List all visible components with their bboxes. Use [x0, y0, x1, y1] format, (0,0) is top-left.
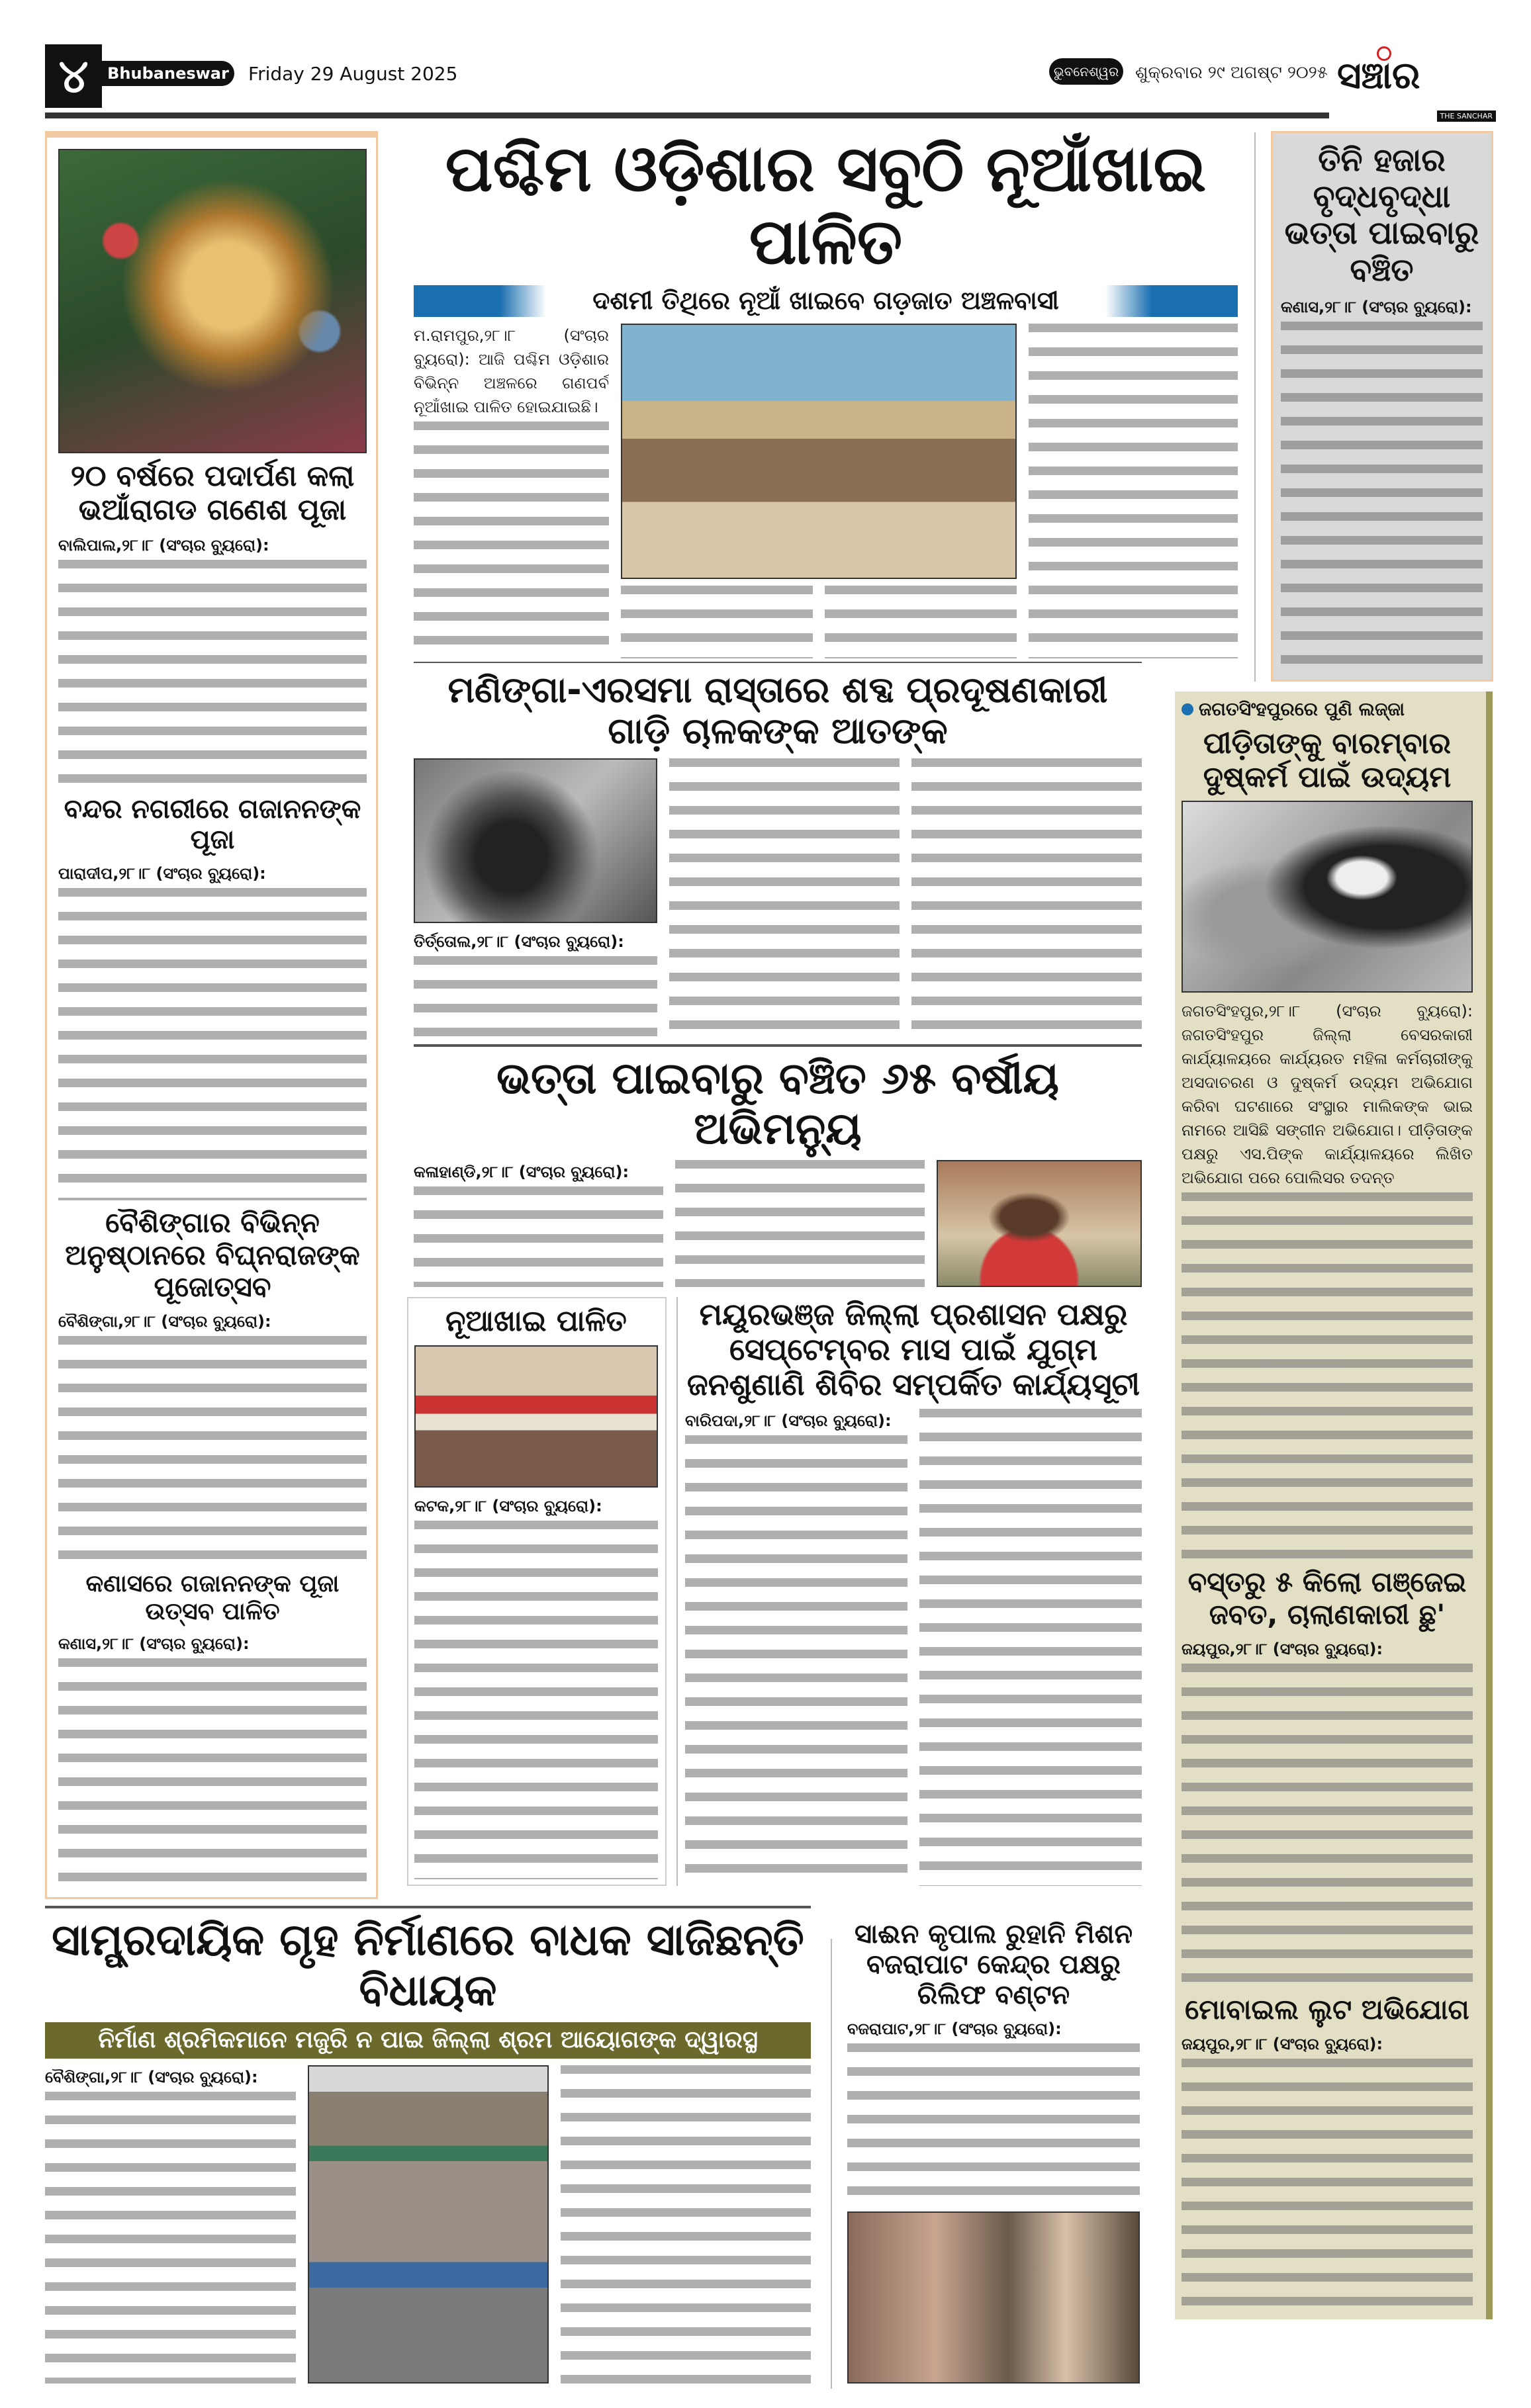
date-english: Friday 29 August 2025	[248, 63, 458, 85]
headline-three-thousand-elderly: ତିନି ହଜାର ବୃଦ୍ଧବୃଦ୍ଧା ଭତ୍ତା ପାଇବାରୁ ବଞ୍ଚିତ	[1284, 142, 1479, 289]
elderly-man-photo	[937, 1160, 1142, 1287]
lead-subheadline-bar	[414, 285, 1238, 317]
article-body	[911, 758, 1142, 1037]
date-odia: ଶୁକ୍ରବାର ୨୯ ଅଗଷ୍ଟ ୨୦୨୫	[1135, 63, 1328, 83]
article-body: କଟକ,୨୮।୮ (ସଂଚାର ବ୍ୟୁରୋ):	[414, 1494, 658, 1879]
text-lines	[414, 422, 609, 658]
article-body: କଣାସ,୨୮।୮ (ସଂଚାର ବ୍ୟୁରୋ):	[58, 1632, 367, 1886]
housing-body-row	[45, 2065, 811, 2384]
article-body: ବଜରାପାଟ,୨୮।୮ (ସଂଚାର ବ୍ୟୁରୋ):	[847, 2017, 1140, 2205]
section-rule	[414, 1044, 1142, 1047]
text-lines	[1029, 324, 1238, 658]
headline-nuakhai-palita: ନୂଆଖାଇ ପାଳିତ	[445, 1305, 627, 1338]
lead-photo-block	[621, 324, 1017, 658]
lead-body-col3	[825, 586, 1017, 658]
text-lines	[825, 586, 1017, 658]
headline-bandar-nagari: ବନ୍ଦର ନଗରୀରେ ଗଜାନନଙ୍କ ପୂଜା	[64, 794, 361, 856]
column-divider	[1254, 132, 1256, 682]
victim-illustration	[1182, 801, 1473, 993]
edition-city: Bhubaneswar	[107, 64, 229, 83]
lead-body-col2	[621, 586, 813, 658]
middle-stories	[414, 662, 1142, 1287]
logo-text: ସଞ୍ଚାର	[1337, 54, 1420, 97]
noise-body-row	[414, 758, 1142, 1037]
text-lines	[847, 2043, 1140, 2205]
article-body: ଜଗତସିଂହପୁର,୨୮।୮ (ସଂଚାର ବ୍ୟୁରୋ): ଜଗତସିଂହପୁର ଜିଲ୍ଲା ବେସରକାରୀ କାର୍ଯ୍ୟାଳୟରେ କାର୍ଯ୍ୟରତ ମହିଳା କର୍ମଚାରୀଙ୍କୁ ଅସଦାଚରଣ ଓ ଦୁଷ୍କର୍ମ ଉଦ୍ୟମ ଅଭିଯୋଗ କରିବା ଘଟଣାରେ ସଂସ୍ଥାର ମାଲିକଙ୍କ ଭାଇ ନାମରେ ଆସିଛି ସଙ୍ଗୀନ ଅଭିଯୋଗ। ପୀଡ଼ିତାଙ୍କ ପକ୍ଷରୁ ଏସ.ପିଙ୍କ କାର୍ଯ୍ୟାଳୟରେ ଲିଖିତ ଅଭିଯୋଗ ପରେ ପୋଲିସର ତଦନ୍ତ	[1182, 999, 1473, 1560]
headline-abhimanyu: ଭତ୍ତା ପାଇବାରୁ ବଞ୍ଚିତ ୬୫ ବର୍ଷୀୟ ଅଭିମନ୍ୟୁ	[496, 1052, 1059, 1154]
lead-story	[414, 132, 1238, 658]
edition-pill	[102, 61, 234, 86]
text-lines	[1182, 1192, 1473, 1560]
headline-jagatsinghpur: ପୀଡ଼ିତାଙ୍କୁ ବାରମ୍ବାର ଦୁଷ୍କର୍ମ ପାଇଁ ଉଦ୍ୟମ	[1203, 727, 1452, 794]
nuakhai-feast-photo	[621, 324, 1017, 579]
page-number-block	[45, 44, 102, 108]
text-lines	[58, 1658, 367, 1886]
text-lines	[45, 2092, 296, 2384]
text-lines	[58, 1336, 367, 1564]
article-body	[919, 1409, 1142, 1886]
page-number: ୪	[58, 48, 89, 103]
article-body: କଳାହାଣ୍ଡି,୨୮।୮ (ସଂଚାର ବ୍ୟୁରୋ):	[414, 1160, 663, 1287]
logo-subtitle: THE SANCHAR	[1437, 111, 1497, 122]
relief-story	[847, 1919, 1140, 2384]
text-lines	[414, 956, 657, 1038]
headline-ganja-seized: ବସ୍ତରୁ ୫ କିଲୋ ଗଞ୍ଜେଇ ଜବତ, ଚାଲାଣକାରୀ ଛୁ'	[1187, 1566, 1467, 1630]
lead-headline: ପଶ୍ଚିମ ଓଡ଼ିଶାର ସବୁଠି ନୂଆଁଖାଇ ପାଳିତ	[445, 132, 1207, 279]
right-column-stack	[1182, 698, 1473, 2313]
left-column-stack	[58, 149, 367, 1886]
header-rule	[45, 112, 1329, 118]
mayurbhanj-stack	[685, 1297, 1142, 1886]
article-body: କଣାସ,୨୮।୮ (ସଂଚାର ବ୍ୟୁରୋ):	[1281, 295, 1483, 672]
headline-mobile-loot: ମୋବାଇଲ ଲୁଟ ଅଭିଯୋଗ	[1185, 1993, 1469, 2026]
housing-story	[45, 1906, 811, 2384]
article-body	[675, 1160, 925, 1287]
article-body	[669, 758, 900, 1037]
headline-kanas: କଣାସରେ ଗଜାନନଙ୍କ ପୂଜା ଉତ୍ସବ ପାଳିତ	[85, 1570, 340, 1625]
housing-subheadline: ନିର୍ମାଣ ଶ୍ରମିକମାନେ ମଜୁରି ନ ପାଇ ଜିଲ୍ଲା ଶ୍ରମ ଆୟୋଗଙ୍କ ଦ୍ୱାରସ୍ଥ	[98, 2026, 758, 2054]
pension-box-stack	[1281, 142, 1483, 672]
motorbike-photo	[414, 758, 657, 922]
kicker-text: ଜଗତସିଂହପୁରରେ ପୁଣି ଲଜ୍ଜା	[1199, 698, 1405, 720]
headline-relief-distribution: ସାଈନ କୃପାଲ ରୁହାନି ମିଶନ ବଜରାପାଟ କେନ୍ଦ୍ର ପକ୍ଷରୁ ରିଲିଫ ବଣ୍ଟନ	[854, 1919, 1133, 2010]
text-lines	[58, 888, 367, 1200]
nuakhai-stack	[414, 1305, 658, 1879]
article-body: ବାଲିପାଲ,୨୮।୮ (ସଂଚାର ବ୍ୟୁରୋ):	[58, 533, 367, 787]
noise-photo-block	[414, 758, 657, 1037]
housing-subheadline-bar	[45, 2022, 811, 2059]
article-body: ବୈଶିଙ୍ଗା,୨୮।୮ (ସଂଚାର ବ୍ୟୁରୋ):	[58, 1310, 367, 1564]
article-body: ଜୟପୁର,୨୮।୮ (ସଂଚାର ବ୍ୟୁରୋ):	[1182, 2032, 1473, 2313]
ganesh-idol-photo	[58, 149, 367, 453]
text-lines	[919, 1409, 1142, 1886]
bullet-dot-icon	[1182, 703, 1193, 715]
column-divider	[831, 1939, 832, 2389]
text-lines	[561, 2065, 812, 2384]
section-rule	[414, 662, 1142, 663]
article-body: ବୈଶିଙ୍ଗା,୨୮।୮ (ସଂଚାର ବ୍ୟୁରୋ):	[45, 2065, 296, 2384]
headline-mayurbhanj-camp: ମୟୂରଭଞ୍ଜ ଜିଲ୍ଲା ପ୍ରଶାସନ ପକ୍ଷରୁ ସେପ୍ଟେମ୍ବର ମାସ ପାଇଁ ଯୁଗ୍ମ ଜନଶୁଣାଣି ଶିବିର ସମ୍ପର୍କିତ କାର୍ଯ୍ୟସୂଚୀ	[686, 1297, 1140, 1402]
text-lines	[414, 1521, 658, 1879]
headline-noise-pollution: ମଣିଙ୍ଗା-ଏରସମା ରାସ୍ତାରେ ଶବ୍ଦ ପ୍ରଦୂଷଣକାରୀ ଗାଡ଼ି ଚାଳକଙ୍କ ଆତଙ୍କ	[447, 669, 1108, 752]
column-divider	[676, 1297, 678, 1886]
edition-pill-odia	[1049, 58, 1123, 85]
headline-housing-obstruction: ସାମ୍ପ୍ରଦାୟିକ ଗୃହ ନିର୍ମାଣରେ ବାଧକ ସାଜିଛନ୍ତି ବିଧାୟକ	[52, 1914, 804, 2016]
text-lines	[621, 586, 813, 658]
text-lines	[685, 1435, 907, 1886]
text-lines	[669, 758, 900, 1037]
kicker-jagatsinghpur	[1182, 698, 1473, 721]
article-body	[561, 2065, 812, 2384]
text-lines	[911, 758, 1142, 1037]
mayurbhanj-body-row	[685, 1409, 1142, 1886]
section-rule	[45, 1906, 811, 1908]
article-body: ତିର୍ତ୍ତୋଲ,୨୮।୮ (ସଂଚାର ବ୍ୟୁରୋ):	[414, 930, 657, 1038]
lead-under-photo-row	[621, 586, 1017, 658]
pension-body-row	[414, 1160, 1142, 1287]
edition-city-odia: ଭୁବନେଶ୍ୱର	[1053, 64, 1119, 79]
lead-body-col4	[1029, 324, 1238, 658]
headline-ganesh-20-years: ୨୦ ବର୍ଷରେ ପଦାର୍ପଣ କଲା ଭଆଁରାଗଡ ଗଣେଶ ପୂଜା	[70, 459, 355, 527]
headline-baisinga: ବୈଶିଙ୍ଗାର ବିଭିନ୍ନ ଅନୁଷ୍ଠାନରେ ବିଘ୍ନରାଜଙ୍କ ପୂଜୋତ୍ସବ	[65, 1206, 360, 1303]
article-body: ପାରାଦୀପ,୨୮।୮ (ସଂଚାର ବ୍ୟୁରୋ):	[58, 862, 367, 1200]
text-lines	[1182, 1664, 1473, 1987]
text-lines	[1182, 2059, 1473, 2313]
nuakhai-event-photo	[414, 1345, 658, 1488]
newspaper-logo	[1337, 46, 1496, 120]
text-lines	[1281, 322, 1483, 672]
text-lines	[58, 560, 367, 787]
lead-subheadline: ଦଶମୀ ତିଥିରେ ନୂଆଁ ଖାଇବେ ଗଡ଼ଜାତ ଅଞ୍ଚଳବାସୀ	[592, 286, 1059, 316]
text-lines	[414, 1186, 663, 1287]
article-body: ଜୟପୁର,୨୮।୮ (ସଂଚାର ବ୍ୟୁରୋ):	[1182, 1637, 1473, 1987]
text-lines	[675, 1160, 925, 1287]
lead-body-col1: ମ.ରାମପୁର,୨୮।୮ (ସଂଚାର ବ୍ୟୁରୋ): ଆଜି ପଶ୍ଚିମ ଓଡ଼ିଶାର ବିଭିନ୍ନ ଅଞ୍ଚଳରେ ଗଣପର୍ବ ନୂଆଁଖାଇ ପାଳିତ ହୋଇଯାଇଛି।	[414, 324, 609, 658]
lead-body-row	[414, 324, 1238, 658]
building-construction-photo	[308, 2065, 549, 2384]
relief-distribution-photo	[847, 2211, 1140, 2384]
article-body: ବାରିପଦା,୨୮।୮ (ସଂଚାର ବ୍ୟୁରୋ):	[685, 1409, 907, 1886]
